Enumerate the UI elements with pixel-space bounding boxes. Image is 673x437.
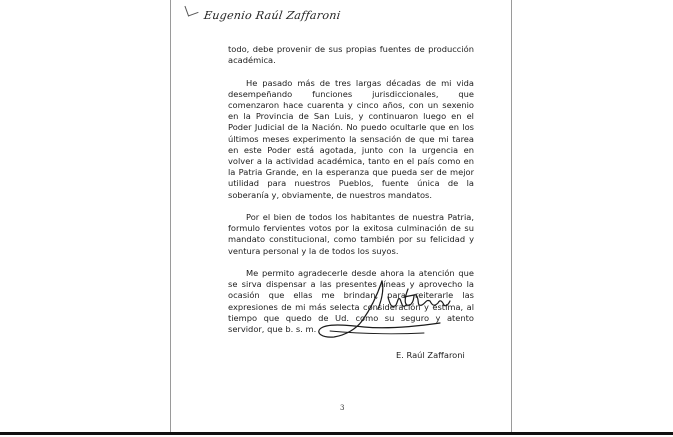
handwritten-signature [312, 275, 462, 345]
paragraph-1: todo, debe provenir de sus propias fuentes de producción académica. [228, 44, 474, 66]
page-left-edge [170, 0, 171, 432]
page-number: 3 [340, 404, 345, 412]
signer-name: E. Raúl Zaffaroni [396, 350, 465, 360]
paragraph-3: Por el bien de todos los habitantes de nuestra Patria, formulo fervientes votos por la exitosa culminación de su mandato constitucional, como también por su felicidad y ventura personal y la de todos los suyos. [228, 212, 474, 256]
letterhead-name: Eugenio Raúl Zaffaroni [203, 9, 342, 22]
page-bottom-edge [0, 432, 673, 435]
page-right-edge [511, 0, 512, 432]
letterhead-mark-icon [184, 2, 198, 16]
paragraph-2: He pasado más de tres largas décadas de mi vida desempeñando funciones jurisdiccionales, que comenzaron hace cuarenta y cinco años, con un sexenio en la Provincia de San Luis, y continuaron luego en el Poder Judicial de la Nación. No puedo ocultarle que en los últimos meses experimento la sensación de que mi tarea en este Poder está agotada, junto con la urgencia en volver a la actividad académica, tanto en el país como en la Patria Grande, en la esperanza que pueda ser de mejor utilidad para nuestros Pueblos, fuente única de la soberanía y, obviamente, de nuestros mandatos. [228, 77, 474, 200]
paragraph-4: Me permito agradecerle desde ahora la atención que se sirva dispensar a las presentes líneas y aprovecho la ocasión que ellas me brindan, para reiterarle las expresiones de mi más selecta consideración y estima, al tiempo que quedo de Ud. como su seguro y atento servidor, que b. s. m. [228, 268, 474, 335]
